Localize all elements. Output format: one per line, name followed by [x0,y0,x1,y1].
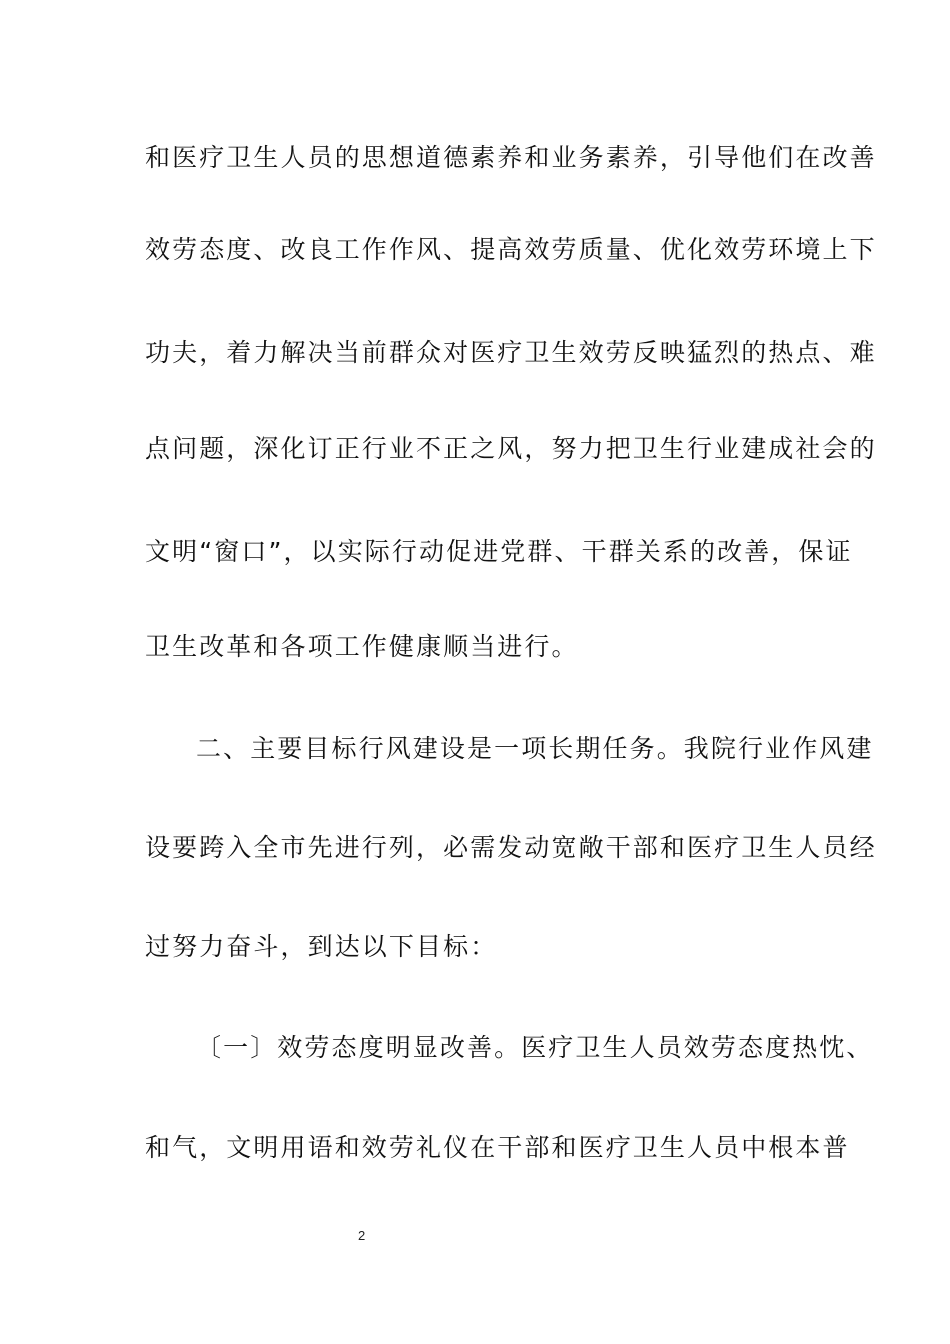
text-line: 和气，文明用语和效劳礼仪在干部和医疗卫生人员中根本普 [145,1133,850,1162]
text-line: 功夫，着力解决当前群众对医疗卫生效劳反映猛烈的热点、难 [145,338,877,367]
subsection-line: 〔一〕效劳态度明显改善。医疗卫生人员效劳态度热忱、 [196,1033,874,1062]
text-line: 文明“窗口”，以实际行动促进党群、干群关系的改善，保证 [145,537,853,566]
text-line: 卫生改革和各项工作健康顺当进行。 [145,632,579,661]
text-line: 过努力奋斗，到达以下目标： [145,932,498,961]
text-line: 效劳态度、改良工作作风、提高效劳质量、优化效劳环境上下 [145,235,877,264]
text-line: 和医疗卫生人员的思想道德素养和业务素养，引导他们在改善 [145,143,877,172]
section-heading-line: 二、主要目标行风建设是一项长期任务。我院行业作风建 [196,734,874,763]
text-line: 设要跨入全市先进行列，必需发动宽敞干部和医疗卫生人员经 [145,833,877,862]
text-line: 点问题，深化订正行业不正之风，努力把卫生行业建成社会的 [145,434,877,463]
page-number: 2 [358,1228,366,1243]
